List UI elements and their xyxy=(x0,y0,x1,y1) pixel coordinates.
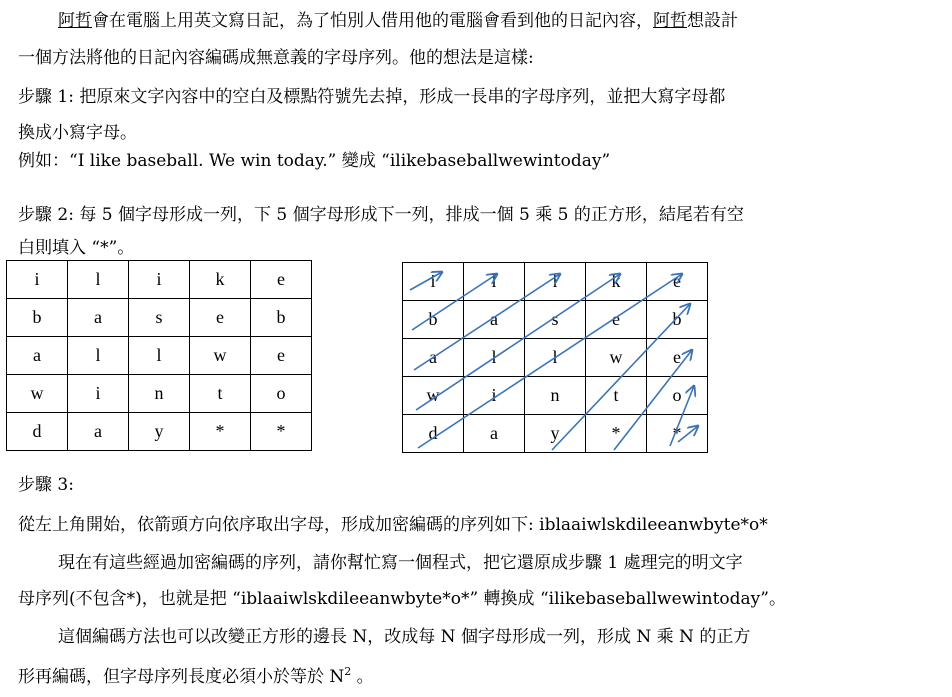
grid-cell: t xyxy=(586,377,647,415)
grid-cell: a xyxy=(403,339,464,377)
arrow-diagonal-8 xyxy=(670,386,694,446)
grid-cell: y xyxy=(525,415,586,453)
grid-cell: i xyxy=(129,261,190,299)
arrow-diagonal-9 xyxy=(678,426,698,442)
grid-cell: i xyxy=(7,261,68,299)
step2-line-1: 步驟 2: 每 5 個字母形成一列，下 5 個字母形成下一列，排成一個 5 乘 5 的正方形，結尾若有空 xyxy=(18,205,744,225)
grid-cell: t xyxy=(190,375,251,413)
grid-cell: s xyxy=(525,301,586,339)
grid-cell: * xyxy=(190,413,251,451)
grid-cell: e xyxy=(251,261,312,299)
grid-cell: l xyxy=(464,263,525,301)
step3-label: 步驟 3: xyxy=(18,475,74,495)
grid-cell: n xyxy=(129,375,190,413)
grid-cell: l xyxy=(525,339,586,377)
grid-cell: w xyxy=(403,377,464,415)
letter-grid-plain xyxy=(6,260,312,451)
grid-cell: b xyxy=(647,301,708,339)
superscript-2: 2 xyxy=(344,665,352,678)
grid-cell: i xyxy=(403,263,464,301)
grid-cell: y xyxy=(129,413,190,451)
grid-cell: s xyxy=(129,299,190,337)
grid-cell: l xyxy=(464,339,525,377)
grid-cell: a xyxy=(7,337,68,375)
grid-cell: e xyxy=(586,301,647,339)
grid-cell: a xyxy=(68,413,129,451)
arrow-diagonal-7 xyxy=(614,350,692,450)
grid-cell: d xyxy=(403,415,464,453)
step1-line-1: 步驟 1: 把原來文字內容中的空白及標點符號先去掉，形成一長串的字母序列，並把大寫字母都 xyxy=(18,87,726,107)
grid-cell: a xyxy=(464,301,525,339)
step3-line-1: 從左上角開始，依箭頭方向依序取出字母，形成加密編碼的序列如下: iblaaiwlskdileeanwbyte*o* xyxy=(18,515,768,535)
task-line-1: 現在有這些經過加密編碼的序列，請你幫忙寫一個程式，把它還原成步驟 1 處理完的明文字 xyxy=(58,553,743,573)
grid-cell: e xyxy=(190,299,251,337)
grid-cell: o xyxy=(251,375,312,413)
grid-cell: e xyxy=(647,339,708,377)
grid-cell: * xyxy=(586,415,647,453)
step2-line-2: 白則填入 “*”。 xyxy=(18,238,135,258)
grid-cell: * xyxy=(647,415,708,453)
diagonal-arrows xyxy=(402,262,712,457)
grid-cell: w xyxy=(190,337,251,375)
name-ajhe-2: 阿哲 xyxy=(653,11,687,31)
grid-cell: e xyxy=(251,337,312,375)
grid-cell: i xyxy=(525,263,586,301)
intro-line-2: 一個方法將他的日記內容編碼成無意義的字母序列。他的想法是這樣: xyxy=(18,48,534,68)
grid-cell: a xyxy=(464,415,525,453)
grid-cell: k xyxy=(190,261,251,299)
grid-cell: b xyxy=(251,299,312,337)
grid-cell: l xyxy=(68,337,129,375)
grid-cell: * xyxy=(251,413,312,451)
grid-cell: l xyxy=(129,337,190,375)
intro-line-1: 阿哲會在電腦上用英文寫日記，為了怕別人借用他的電腦會看到他的日記內容，阿哲想設計 xyxy=(58,11,738,31)
grid-cell: l xyxy=(68,261,129,299)
grid-cell: i xyxy=(464,377,525,415)
task-line-3: 這個編碼方法也可以改變正方形的邊長 N，改成每 N 個字母形成一列，形成 N 乘 N 的正方 xyxy=(58,627,751,647)
grid-cell: w xyxy=(586,339,647,377)
step1-line-2: 換成小寫字母。 xyxy=(18,123,137,143)
grid-cell: i xyxy=(68,375,129,413)
grid-cell: o xyxy=(647,377,708,415)
arrow-diagonal-1 xyxy=(410,272,442,290)
grid-cell: n xyxy=(525,377,586,415)
grid-cell: a xyxy=(68,299,129,337)
step1-example: 例如：“I like baseball. We win today.” 變成 “ilikebaseballwewintoday” xyxy=(18,151,611,171)
grid-cell: e xyxy=(647,263,708,301)
task-line-4: 形再編碼，但字母序列長度必須小於等於 $N^2$ 。 xyxy=(18,665,374,687)
grid-cell: w xyxy=(7,375,68,413)
grid-cell: b xyxy=(7,299,68,337)
grid-cell: b xyxy=(403,301,464,339)
arrow-diagonal-4 xyxy=(416,274,620,410)
name-ajhe-1: 阿哲 xyxy=(58,11,92,31)
task-line-2: 母序列(不包含*)，也就是把 “iblaaiwlskdileeanwbyte*o*” 轉換成 “ilikebaseballwewintoday”。 xyxy=(18,589,786,609)
arrow-diagonal-3 xyxy=(414,274,560,370)
grid-cell: k xyxy=(586,263,647,301)
grid-cell: d xyxy=(7,413,68,451)
arrow-diagonal-6 xyxy=(552,304,690,450)
